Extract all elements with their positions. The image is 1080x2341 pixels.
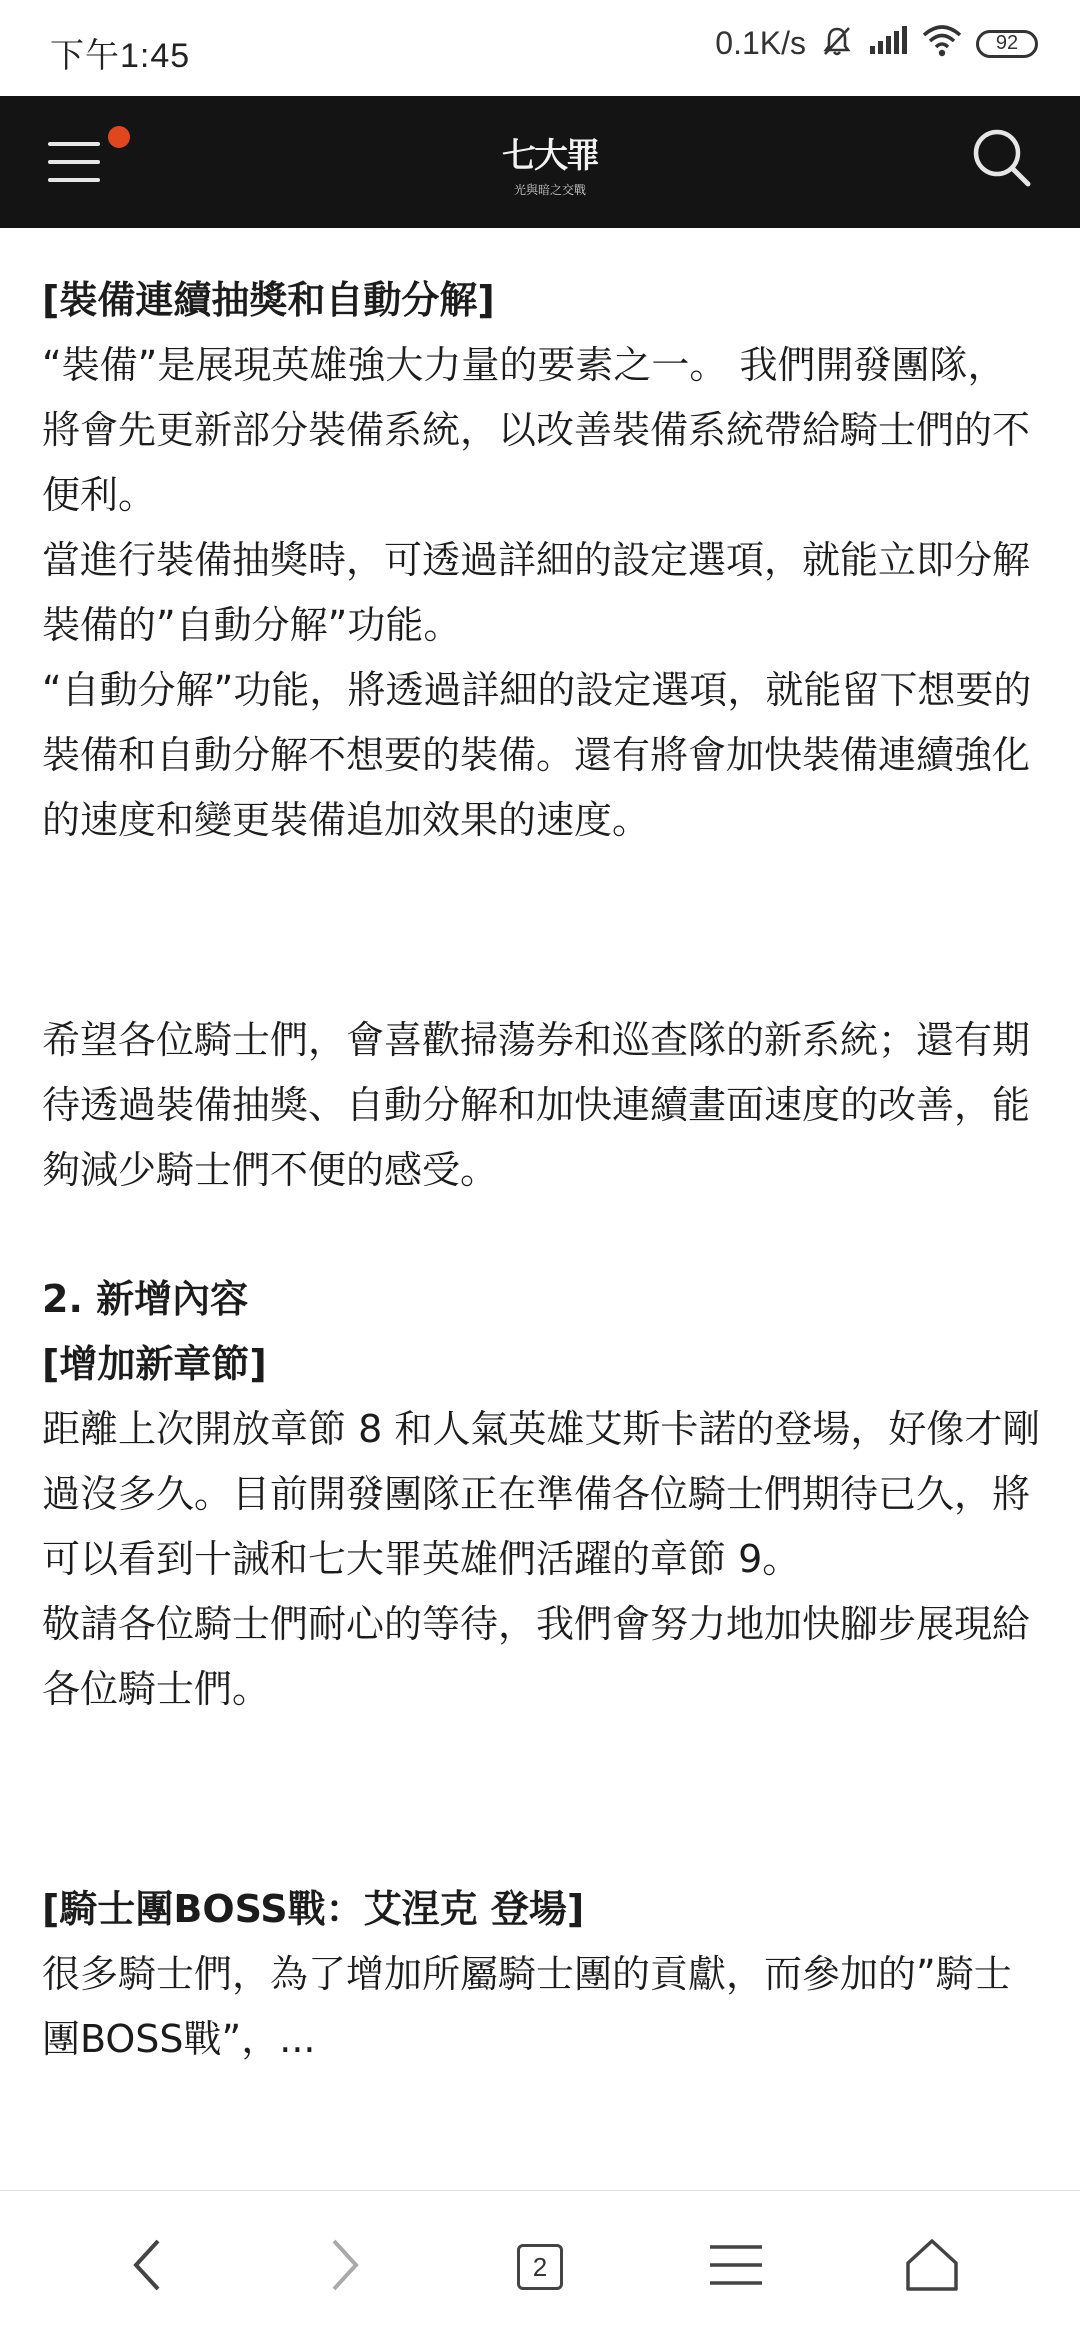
status-time: 下午1:45	[50, 37, 191, 75]
section-title: 2. 新增內容	[42, 1277, 249, 1321]
section-heading: [增加新章節]	[42, 1342, 267, 1386]
search-button[interactable]	[970, 126, 1040, 196]
paragraph: 距離上次開放章節 8 和人氣英雄艾斯卡諾的登場，好像才剛過沒多久。目前開發團隊正在準備各位騎士們期待已久，將可以看到十誡和七大罪英雄們活躍的章節 9。	[42, 1407, 1041, 1581]
search-icon	[970, 175, 1034, 194]
paragraph: “自動分解”功能，將透過詳細的設定選項，就能留下想要的裝備和自動分解不想要的裝備。還有將會加快裝備連續強化的速度和變更裝備追加效果的速度。	[42, 668, 1032, 842]
forward-icon	[324, 2237, 364, 2297]
paragraph: “裝備”是展現英雄強大力量的要素之一。 我們開發團隊，將會先更新部分裝備系統，以改善裝備系統帶給騎士們的不便利。	[42, 343, 1031, 517]
paragraph: 當進行裝備抽獎時，可透過詳細的設定選項，就能立即分解裝備的”自動分解”功能。	[42, 538, 1031, 647]
mute-bell-icon	[820, 24, 854, 63]
tabs-button[interactable]	[500, 2227, 580, 2307]
section-heading: [騎士團BOSS戰：艾涅克 登場]	[42, 1887, 585, 1931]
site-header	[0, 96, 1080, 228]
wifi-icon	[922, 25, 962, 62]
menu-button[interactable]	[46, 130, 116, 194]
menu-lines-icon	[708, 2243, 764, 2291]
back-icon	[128, 2237, 168, 2297]
back-button[interactable]	[108, 2227, 188, 2307]
section-heading: [裝備連續抽獎和自動分解]	[42, 278, 495, 322]
notification-dot	[108, 126, 130, 148]
status-bar	[0, 0, 1080, 96]
network-speed: 0.1K/s	[715, 25, 806, 61]
home-button[interactable]	[892, 2227, 972, 2307]
home-icon	[904, 2237, 960, 2297]
battery-icon: 92	[976, 30, 1038, 58]
paragraph: 很多騎士們，為了增加所屬騎士團的貢獻，而參加的”騎士團BOSS戰”，...	[42, 1952, 1012, 2061]
browser-menu-button[interactable]	[696, 2227, 776, 2307]
status-icons	[715, 24, 1038, 63]
logo-subtitle: 光與暗之交戰	[513, 183, 586, 197]
paragraph: 希望各位騎士們，會喜歡掃蕩券和巡查隊的新系統；還有期待透過裝備抽獎、自動分解和加快連續畫面速度的改善，能夠減少騎士們不便的感受。	[42, 1018, 1031, 1192]
article-body	[42, 228, 1042, 2188]
browser-bottom-nav	[0, 2190, 1080, 2341]
signal-icon	[868, 26, 908, 61]
logo-title: 七大罪	[502, 136, 598, 176]
site-logo[interactable]	[480, 116, 620, 208]
paragraph: 敬請各位騎士們耐心的等待，我們會努力地加快腳步展現給各位騎士們。	[42, 1602, 1031, 1711]
tabs-icon: 2	[517, 2244, 563, 2290]
forward-button[interactable]	[304, 2227, 384, 2307]
